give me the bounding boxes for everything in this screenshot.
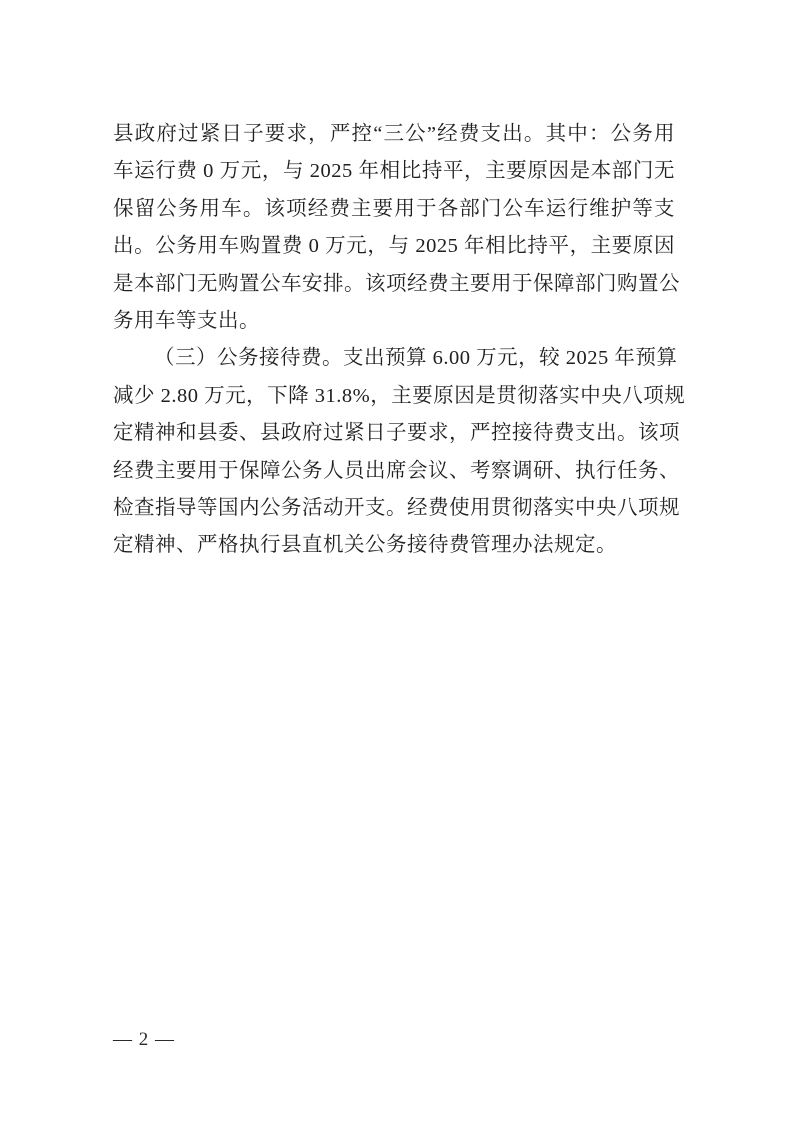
paragraph-2-line-6: 定精神、严格执行县直机关公务接待费管理办法规定。 <box>113 534 617 557</box>
paragraph-1-line-2: 车运行费 0 万元，与 2025 年相比持平，主要原因是本部门无 <box>113 160 675 183</box>
paragraph-1-line-6: 务用车等支出。 <box>113 309 260 332</box>
paragraph-1-line-4: 出。公务用车购置费 0 万元，与 2025 年相比持平，主要原因 <box>113 235 675 258</box>
paragraph-2-line-3: 定精神和县委、县政府过紧日子要求，严控接待费支出。该项 <box>113 422 680 445</box>
paragraph-2-line-1: （三）公务接待费。支出预算 6.00 万元，较 2025 年预算 <box>154 347 678 370</box>
paragraph-2-line-4: 经费主要用于保障公务人员出席会议、考察调研、执行任务、 <box>113 459 680 482</box>
page-number-label: — 2 — <box>113 1029 175 1050</box>
paragraph-2-line-5: 检查指导等国内公务活动开支。经费使用贯彻落实中央八项规 <box>113 496 680 519</box>
page-number <box>113 1028 175 1052</box>
paragraph-2-line-2: 减少 2.80 万元，下降 31.8%，主要原因是贯彻落实中央八项规 <box>113 384 686 407</box>
paragraph-1-line-3: 保留公务用车。该项经费主要用于各部门公车运行维护等支 <box>113 197 675 220</box>
paragraph-1-line-5: 是本部门无购置公车安排。该项经费主要用于保障部门购置公 <box>113 272 680 295</box>
text-block <box>113 116 686 565</box>
paragraph-1-line-1: 县政府过紧日子要求，严控“三公”经费支出。其中：公务用 <box>113 123 675 145</box>
